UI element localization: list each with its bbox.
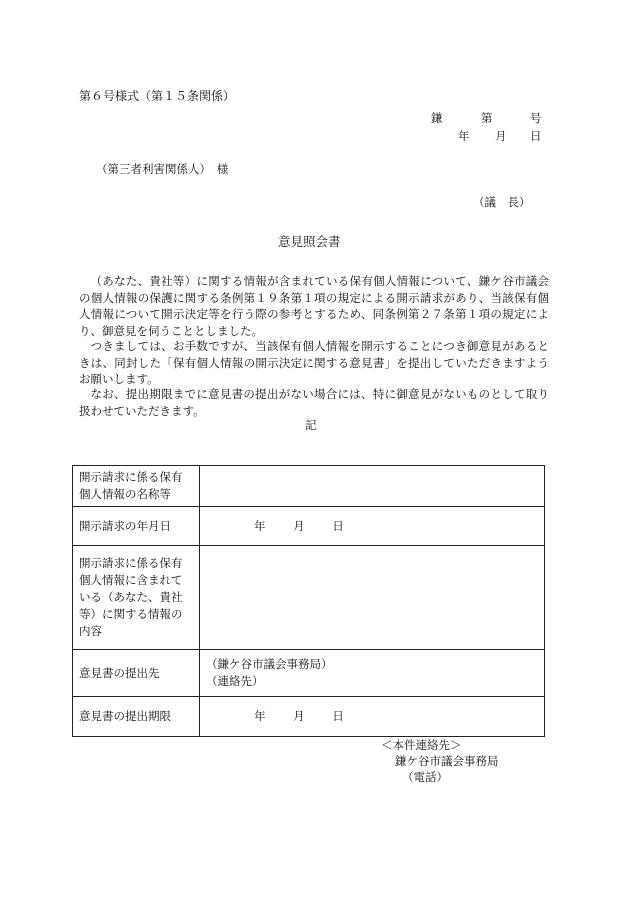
body-paragraph-3: なお、提出期限までに意見書の提出がない場合には、特に御意見がないものとして取り扱わせていただきます。 (79, 387, 549, 418)
ki-mark: 記 (305, 418, 317, 432)
submit-to-contact: （連絡先） (206, 674, 264, 688)
label-target-info: 開示請求に係る保有個人情報の名称等 (73, 466, 200, 507)
deadline-month: 月 (293, 709, 305, 723)
info-table (72, 465, 545, 737)
table-row-submit-to (73, 650, 545, 697)
label-info-content: 開示請求に係る保有個人情報に含まれている（あなた、貴社等）に関する情報の内容 (73, 546, 200, 650)
label-deadline: 意見書の提出期限 (73, 697, 200, 737)
date-month: 月 (495, 129, 507, 143)
doc-number-suffix: 号 (530, 111, 542, 125)
table-row-request-date (73, 507, 545, 546)
date-year: 年 (458, 129, 470, 143)
contact-office: 鎌ケ谷市議会事務局 (395, 754, 499, 768)
addressee: （第三者利害関係人） 様 (96, 162, 229, 176)
deadline-day: 日 (332, 709, 344, 723)
contact-heading: ＜本件連絡先＞ (381, 738, 462, 752)
body-paragraph-1: （あなた、貴社等）に関する情報が含まれている保有個人情報について、鎌ケ谷市議会の個人情報の保護に関する条例第１９条第１項の規定による開示請求があり、当該保有個人情報について開示決定等を行う際の参考とするため、同条例第２７条第１項の規定により、御意見を伺うこととしました。 (79, 274, 549, 338)
form-number: 第６号様式（第１５条関係） (79, 89, 236, 103)
label-request-date: 開示請求の年月日 (73, 507, 200, 546)
request-date-month: 月 (293, 518, 305, 533)
sender: （議 長） (473, 195, 531, 209)
table-row-deadline (73, 697, 545, 737)
table-row-target-info (73, 466, 545, 507)
document-title: 意見照会書 (278, 234, 341, 249)
table-row-info-content (73, 546, 545, 650)
value-submit-to (200, 650, 545, 697)
submit-to-office: （鎌ケ谷市議会事務局） (206, 657, 333, 671)
value-target-info (200, 466, 545, 507)
deadline-year: 年 (254, 709, 266, 723)
request-date-day: 日 (332, 518, 344, 533)
body-paragraph-2: つきましては、お手数ですが、当該保有個人情報を開示することにつき御意見があるときは、同封した「保有個人情報の開示決定に関する意見書」を提出していただきますようお願いします。 (79, 339, 549, 386)
value-request-date (200, 507, 545, 546)
date-day: 日 (530, 129, 542, 143)
doc-number-middle: 第 (481, 111, 493, 125)
value-deadline (200, 697, 545, 737)
label-submit-to: 意見書の提出先 (73, 650, 200, 697)
doc-number-prefix: 鎌 (431, 111, 443, 125)
request-date-year: 年 (254, 518, 266, 533)
contact-phone: （電話） (402, 770, 448, 784)
value-info-content (200, 546, 545, 650)
